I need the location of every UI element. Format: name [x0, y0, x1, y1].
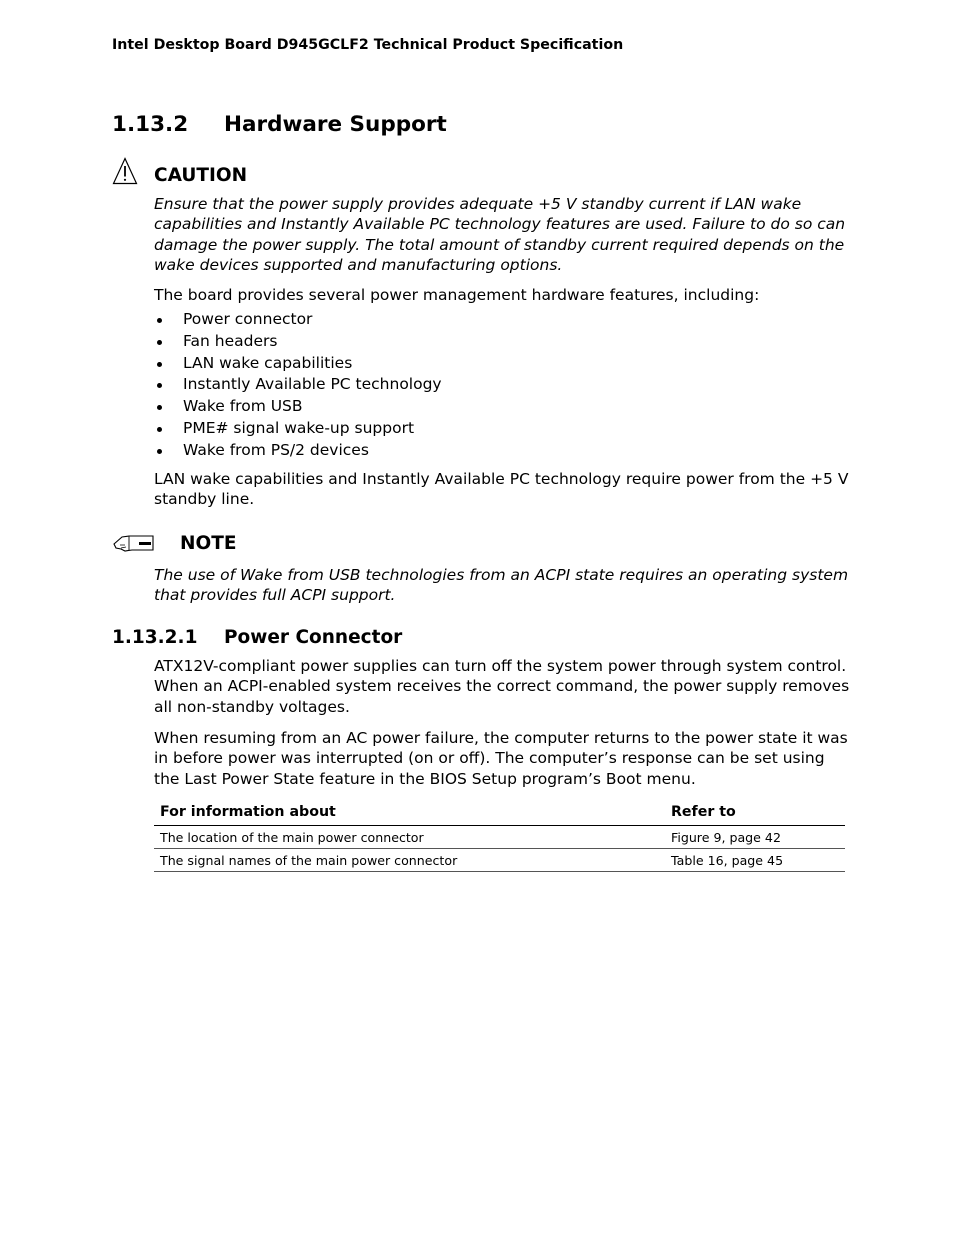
column-header: Refer to — [665, 800, 845, 826]
subsection-heading — [112, 627, 402, 648]
power-connector-paragraph-1: ATX12V-compliant power supplies can turn off the system power through system control. When an ACPI-enabled system receives the correct command, the power supply removes all non-standby voltages. — [154, 657, 850, 716]
features-list — [154, 309, 854, 462]
column-header: For information about — [154, 800, 665, 826]
features-intro: The board provides several power management hardware features, including: — [154, 286, 760, 304]
reference-table — [154, 800, 845, 872]
caution-text: Ensure that the power supply provides adequate +5 V standby current if LAN wake capabilities and Instantly Available PC technology features are used. Failure to do so can damage the power supply. The total amount of standby current required depends on the wake devices supported and manufacturing options. — [154, 195, 846, 275]
list-item: Instantly Available PC technology — [154, 374, 854, 396]
list-item: Wake from PS/2 devices — [154, 440, 854, 462]
table-row — [154, 826, 845, 849]
list-item: Power connector — [154, 309, 854, 331]
lan-paragraph: LAN wake capabilities and Instantly Available PC technology require power from the +5 V standby line. — [154, 470, 849, 509]
table-cell: The signal names of the main power connector — [154, 849, 665, 872]
caution-title: CAUTION — [154, 165, 248, 186]
subsection-title: Power Connector — [224, 627, 403, 648]
subsection-number: 1.13.2.1 — [112, 627, 198, 648]
table-cell-reference: Table 16, page 45 — [665, 849, 845, 872]
section-title: Hardware Support — [224, 112, 447, 137]
list-item: LAN wake capabilities — [154, 353, 854, 375]
table-header-row — [154, 800, 845, 826]
table-cell-reference: Figure 9, page 42 — [665, 826, 845, 849]
power-connector-paragraph-2: When resuming from an AC power failure, the computer returns to the power state it was in before power was interrupted (on or off). The computer’s response can be set using the Last Power State feature in the BIOS Setup program’s Boot menu. — [154, 729, 848, 788]
pointing-hand-icon — [112, 532, 156, 554]
section-heading — [112, 112, 447, 137]
running-header: Intel Desktop Board D945GCLF2 Technical Product Specification — [112, 37, 624, 53]
table-cell: The location of the main power connector — [154, 826, 665, 849]
list-item: PME# signal wake-up support — [154, 418, 854, 440]
list-item: Wake from USB — [154, 396, 854, 418]
note-title: NOTE — [180, 533, 237, 554]
list-item: Fan headers — [154, 331, 854, 353]
warning-triangle-icon — [112, 157, 138, 185]
note-text: The use of Wake from USB technologies from an ACPI state requires an operating system that provides full ACPI support. — [154, 566, 849, 605]
section-number: 1.13.2 — [112, 112, 189, 137]
table-row — [154, 849, 845, 872]
